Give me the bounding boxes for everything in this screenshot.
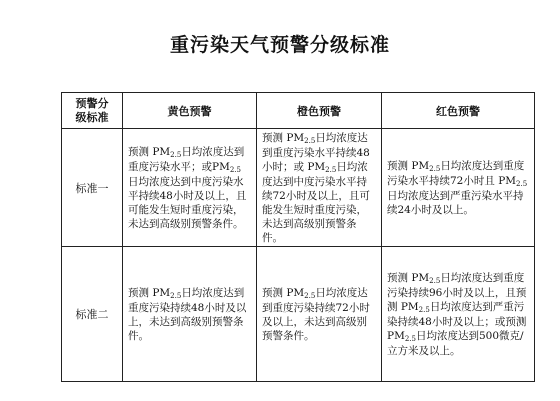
header-corner: 预警分级标准 bbox=[62, 93, 123, 129]
page-title: 重污染天气预警分级标准 bbox=[169, 34, 390, 56]
cell-yellow: 预测 $PM_{2.5}$日均浓度达到重度污染水平；或$PM_{2.5}$日均浓度达到中度污染水平持续48小时及以上，且可能发生短时重度污染，未达到高级别预警条件。 bbox=[123, 129, 257, 247]
cell-orange: 预测 $PM_{2.5}$日均浓度达到重度污染持续72小时及以上，未达到高级别预警条件。 bbox=[257, 247, 382, 382]
table-row bbox=[62, 247, 535, 382]
cell-yellow: 预测 $PM_{2.5}$日均浓度达到重度污染持续48小时及以上，未达到高级别预警条件。 bbox=[123, 247, 257, 382]
warning-level-table bbox=[61, 92, 535, 382]
header-orange-warning: 橙色预警 bbox=[257, 93, 382, 129]
cell-red: 预测 $PM_{2.5}$日均浓度达到重度污染持续96小时及以上，且预测 $PM_{2.5}$日均浓度达到严重污染持续48小时及以上；或预测$PM_{2.5}$日均浓度达到500微克/立方米及以上。 bbox=[382, 247, 535, 382]
cell-orange: 预测 $PM_{2.5}$日均浓度达到重度污染水平持续48小时；或 $PM_{2.5}$日均浓度达到中度污染水平持续72小时及以上，且可能发生短时重度污染，未达到高级别预警条件。 bbox=[257, 129, 382, 247]
table-header-row bbox=[62, 93, 535, 129]
table-row bbox=[62, 129, 535, 247]
header-yellow-warning: 黄色预警 bbox=[123, 93, 257, 129]
row-label: 标准二 bbox=[62, 247, 123, 382]
cell-red: 预测 $PM_{2.5}$日均浓度达到重度污染水平持续72小时且 $PM_{2.5}$日均浓度达到严重污染水平持续24小时及以上。 bbox=[382, 129, 535, 247]
header-red-warning: 红色预警 bbox=[382, 93, 535, 129]
row-label: 标准一 bbox=[62, 129, 123, 247]
